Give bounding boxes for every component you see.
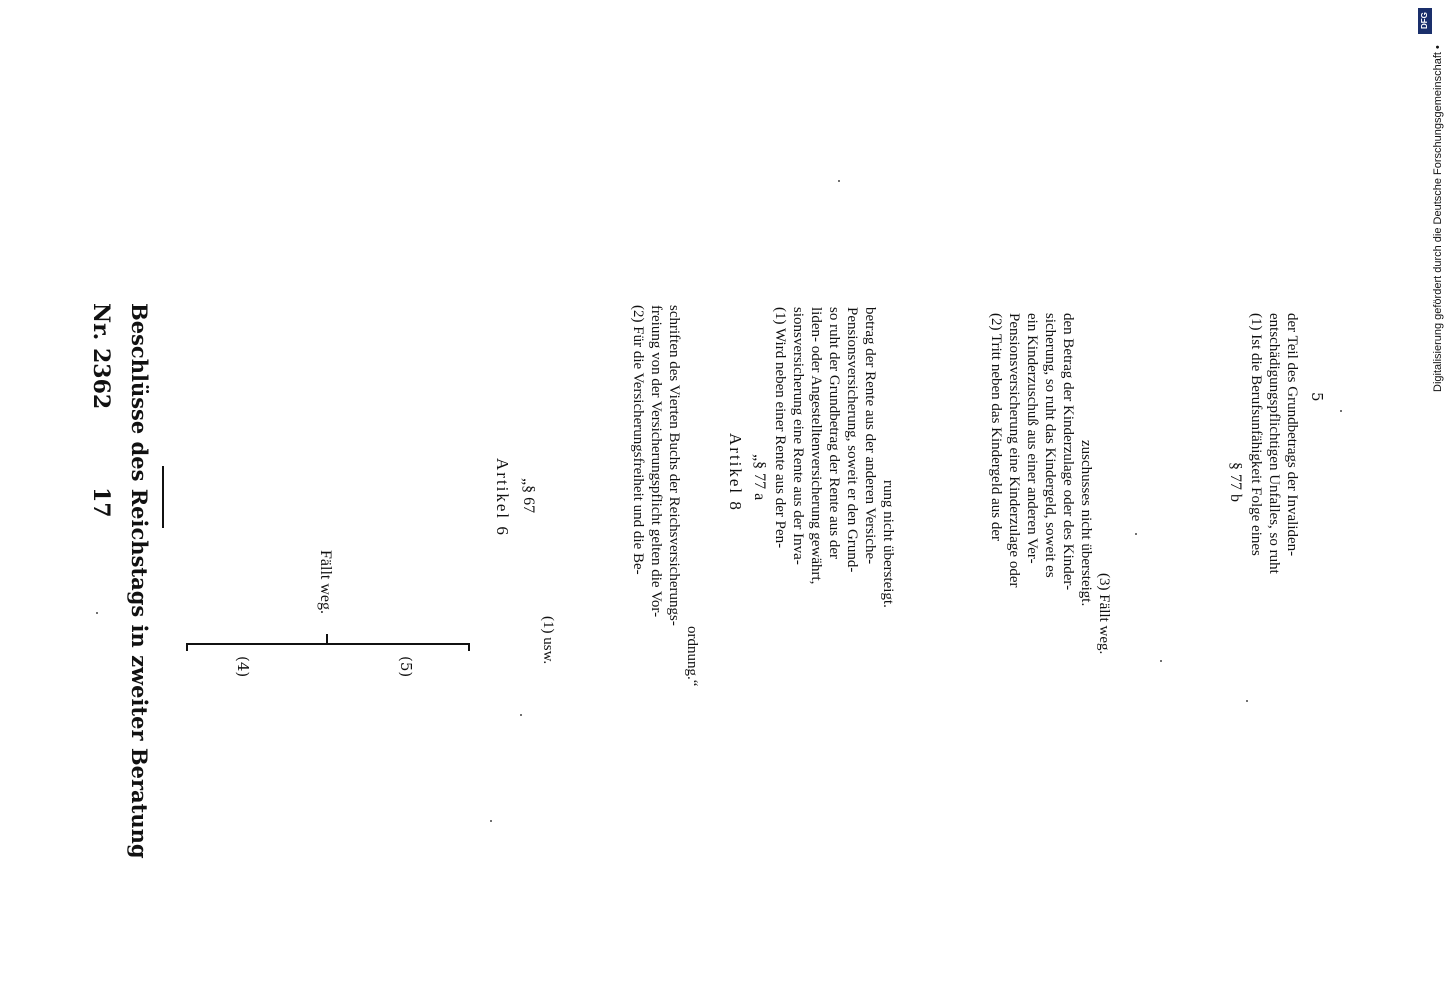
artikel-6-heading: Artikel 6: [493, 458, 512, 537]
speckle: [1340, 410, 1342, 412]
p77a2-line-6: zuschusses nicht übersteigt.: [1078, 440, 1094, 607]
p77b-line-2: entschädigungspflichtigen Unfalles, so ruht: [1266, 313, 1282, 574]
paragraph-2-line-1: (2) Für die Versicherungsfreiheit und die Be-: [630, 305, 646, 575]
p77a-line-2: sionsversicherung eine Rente aus der Inva-: [790, 307, 806, 565]
speckle: [1160, 660, 1162, 662]
dfg-watermark-text: Digitalisierung gefördert durch die Deutsche Forschungsgemeinschaft •: [1432, 45, 1444, 392]
artikel-8-heading: Artikel 8: [726, 433, 745, 512]
brace-tick-left: [186, 643, 188, 651]
brace-tick-right: [468, 643, 470, 651]
p77a-line-1: (1) Wird neben einer Rente aus der Pen-: [772, 307, 788, 549]
p77a3-line: (3) Fällt weg.: [1096, 573, 1112, 655]
p77a2-line-1: (2) Tritt neben das Kindergeld aus der: [988, 313, 1004, 542]
page-title: Beschlüsse des Reichstags in zweiter Beratung: [127, 303, 152, 859]
subsection-5: (5): [397, 656, 415, 678]
speckle: [490, 820, 492, 822]
paragraph-77b-heading: § 77 b: [1227, 462, 1244, 502]
paragraph-67: „§ 67: [520, 478, 537, 514]
paragraph-2-line-2: freiung von der Versicherungspflicht gelten die Vor-: [648, 305, 664, 618]
p77a-line-7: rung nicht übersteigt.: [880, 480, 896, 608]
brace-tick-mid: [326, 634, 328, 644]
speckle: [1246, 700, 1248, 702]
p77a2-line-5: den Betrag der Kinderzulage oder des Kinder-: [1060, 313, 1076, 591]
brace-line: [186, 643, 470, 645]
p77a2-line-4: sicherung, so ruht das Kindergeld, soweit es: [1042, 313, 1058, 578]
page-number: 17: [88, 487, 114, 518]
paragraph-2-line-4: ordnung.“: [684, 626, 700, 687]
document-number: Nr. 2362: [88, 303, 114, 410]
faellt-weg: Fällt weg.: [317, 550, 334, 614]
subsection-4: (4): [234, 656, 252, 678]
dfg-logo: DFG: [1418, 8, 1432, 34]
p77a-line-4: so ruht der Grundbetrag der Rente aus der: [826, 307, 842, 559]
p77b-line-1: (1) Ist die Berufsunfähigkeit Folge eines: [1248, 313, 1264, 556]
signature-mark: 5: [1308, 392, 1326, 402]
speckle: [1135, 533, 1137, 535]
p77a-line-6: betrag der Rente aus der anderen Versiche-: [862, 307, 878, 565]
p77a-line-5: Pensionsversicherung, soweit er den Grund-: [844, 307, 860, 573]
speckle: [520, 714, 522, 716]
p77a2-line-3: ein Kinderzuschuß aus einer anderen Ver-: [1024, 313, 1040, 564]
p77a-line-3: liden- oder Angestelltenversicherung gewährt,: [808, 307, 824, 585]
header-rule: [162, 466, 164, 528]
p77b-line-3: der Teil des Grundbetrags der Invaliden-: [1284, 313, 1300, 557]
usw-line: (1) usw.: [540, 616, 556, 665]
speckle: [96, 612, 98, 614]
paragraph-2-line-3: schriften des Vierten Buchs der Reichsversicherungs-: [666, 305, 682, 626]
p77a2-line-2: Pensionsversicherung eine Kinderzulage oder: [1006, 313, 1022, 588]
paragraph-77a-heading: „§ 77 a: [751, 454, 768, 501]
speckle: [838, 180, 840, 182]
